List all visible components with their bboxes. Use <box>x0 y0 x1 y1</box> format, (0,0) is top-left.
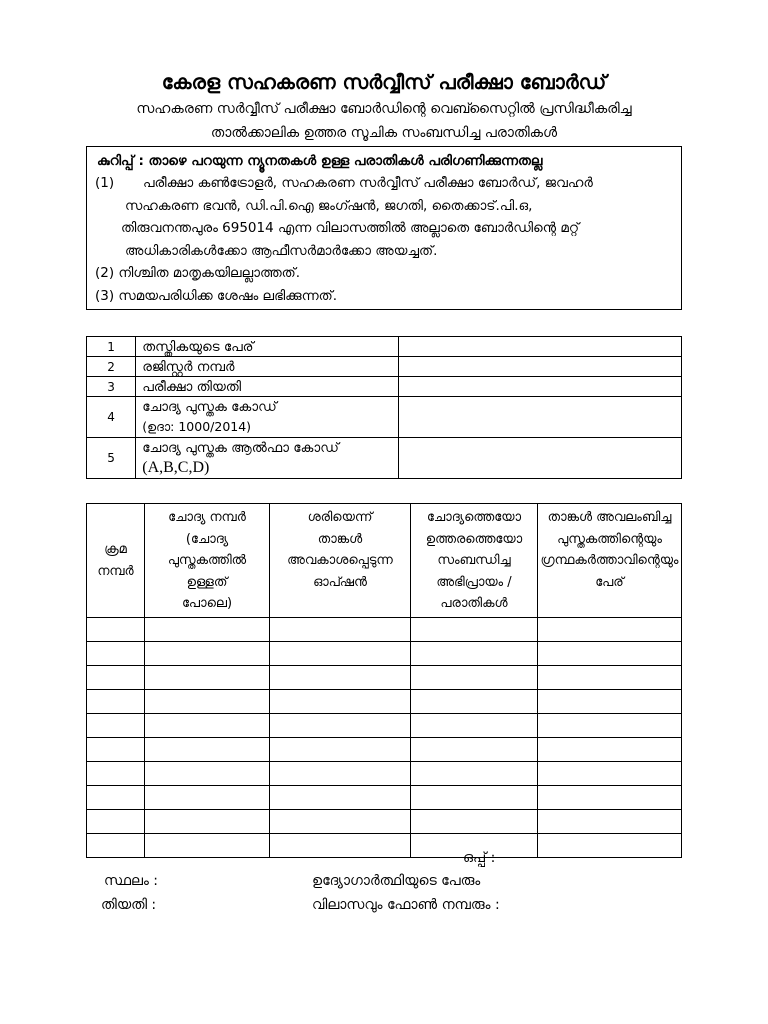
complaint-cell[interactable] <box>411 809 538 833</box>
complaint-cell[interactable] <box>270 737 411 761</box>
complaint-cell[interactable] <box>411 785 538 809</box>
complaint-row <box>87 761 682 785</box>
complaint-cell[interactable] <box>87 761 145 785</box>
header-line: പോലെ) <box>181 596 233 611</box>
details-row-label <box>136 397 399 438</box>
details-row-label: രജിസ്റ്റർ നമ്പർ <box>136 357 399 377</box>
header-line: ചോദ്യത്തെയോ <box>426 510 522 525</box>
column-header-question-number <box>145 504 270 618</box>
note-item-1-text-1: പരീക്ഷാ കൺട്രോളർ, സഹകരണ സർവ്വീസ് പരീക്ഷാ ബോർഡ്, ജവഹർ <box>143 175 593 191</box>
header-line: ഉത്തരത്തെയോ <box>425 531 523 547</box>
details-row-label-example: (ഉദാ: 1000/2014) <box>142 419 252 434</box>
complaint-cell[interactable] <box>538 785 682 809</box>
register-number-field[interactable] <box>398 357 681 377</box>
details-row-label-main: ചോദ്യ പുസ്തക കോഡ് <box>142 399 277 415</box>
complaint-cell[interactable] <box>145 833 270 857</box>
note-item-2: (2) നിശ്ചിത മാതൃകയിലല്ലാത്തത്. <box>95 265 301 281</box>
complaint-row <box>87 737 682 761</box>
column-header-complaints <box>411 504 538 618</box>
page-subtitle-line1: സഹകരണ സർവ്വീസ് പരീക്ഷാ ബോർഡിന്റെ വെബ്സൈറ്റിൽ പ്രസിദ്ധീകരിച്ച <box>136 101 632 117</box>
complaint-cell[interactable] <box>538 641 682 665</box>
complaint-cell[interactable] <box>145 641 270 665</box>
complaint-cell[interactable] <box>411 737 538 761</box>
complaint-cell[interactable] <box>270 665 411 689</box>
complaint-row <box>87 809 682 833</box>
complaint-cell[interactable] <box>270 617 411 641</box>
complaint-cell[interactable] <box>87 737 145 761</box>
note-item-1-line-3: തിരുവനന്തപുരം 695014 എന്ന വിലാസത്തിൽ അല്ലാതെ ബോർഡിന്റെ മറ്റ് <box>121 220 580 236</box>
details-row-number: 5 <box>87 438 136 479</box>
complaint-cell[interactable] <box>538 761 682 785</box>
header-line: പുസ്തകത്തിന്റെയും <box>557 531 662 547</box>
header-line: ശരിയെന്ന് <box>307 510 373 525</box>
header-line: ഓപ്ഷൻ <box>313 574 367 590</box>
note-box <box>86 146 682 310</box>
details-row <box>87 397 682 438</box>
complaint-table <box>86 503 682 858</box>
complaint-cell[interactable] <box>87 785 145 809</box>
details-row-number: 2 <box>87 357 136 377</box>
complaint-cell[interactable] <box>538 665 682 689</box>
complaint-row <box>87 617 682 641</box>
details-row <box>87 377 682 397</box>
details-row-label-example: (A,B,C,D) <box>142 459 210 476</box>
details-row <box>87 438 682 479</box>
complaint-cell[interactable] <box>270 641 411 665</box>
complaint-cell[interactable] <box>87 833 145 857</box>
complaint-cell[interactable] <box>145 737 270 761</box>
address-phone-label: വിലാസവും ഫോൺ നമ്പരും : <box>312 897 500 913</box>
post-name-field[interactable] <box>398 337 681 357</box>
complaint-cell[interactable] <box>270 761 411 785</box>
complaint-cell[interactable] <box>145 761 270 785</box>
complaint-row <box>87 713 682 737</box>
details-row-number: 3 <box>87 377 136 397</box>
alpha-code-field[interactable] <box>398 438 681 479</box>
complaint-cell[interactable] <box>87 665 145 689</box>
complaint-cell[interactable] <box>145 689 270 713</box>
details-row-label: പരീക്ഷാ തിയതി <box>136 377 399 397</box>
column-header-reference-book <box>538 504 682 618</box>
complaint-cell[interactable] <box>538 617 682 641</box>
complaint-cell[interactable] <box>538 833 682 857</box>
column-header-claimed-option <box>270 504 411 618</box>
header-line: ഉള്ളത് <box>186 574 228 590</box>
complaint-row <box>87 641 682 665</box>
header-line: അവകാശപ്പെടുന്ന <box>287 553 393 568</box>
complaint-row <box>87 785 682 809</box>
header-line: ചോദ്യ നമ്പർ <box>168 510 246 525</box>
details-row <box>87 357 682 377</box>
complaint-cell[interactable] <box>87 809 145 833</box>
complaint-cell[interactable] <box>270 689 411 713</box>
header-line: താങ്കൾ അവലംബിച്ച <box>547 510 672 525</box>
complaint-cell[interactable] <box>270 809 411 833</box>
date-label: തിയതി : <box>101 897 157 913</box>
header-line: താങ്കൾ <box>317 531 363 547</box>
complaint-cell[interactable] <box>538 689 682 713</box>
column-header-serial <box>87 504 145 618</box>
complaint-row <box>87 833 682 857</box>
complaint-cell[interactable] <box>411 713 538 737</box>
candidate-name-label: ഉദ്യോഗാർത്ഥിയുടെ പേരും <box>312 873 481 889</box>
header-line: നമ്പർ <box>97 563 134 579</box>
details-row-label: തസ്തികയുടെ പേര് <box>136 337 399 357</box>
page-title: കേരള സഹകരണ സർവ്വീസ് പരീക്ഷാ ബോർഡ് <box>161 70 607 94</box>
header-line: സംബന്ധിച്ച <box>437 553 511 568</box>
details-row-label-main: ചോദ്യ പുസ്തക ആൽഫാ കോഡ് <box>142 440 339 456</box>
complaint-cell[interactable] <box>270 713 411 737</box>
header-line: പുസ്തകത്തിൽ <box>167 553 247 568</box>
complaint-cell[interactable] <box>145 665 270 689</box>
details-row <box>87 337 682 357</box>
note-item-1-line-2: സഹകരണ ഭവൻ, ഡി.പി.ഐ ജംഗ്ഷൻ, ജഗതി, തൈക്കാട്.പി.ഒ, <box>125 197 533 214</box>
note-item-1-line-4: അധികാരികൾക്കോ ആഫീസർമാർക്കോ അയച്ചത്. <box>125 242 438 259</box>
note-item-3: (3) സമയപരിധിക്ക ശേഷം ലഭിക്കുന്നത്. <box>95 287 338 304</box>
complaint-table-header <box>87 504 682 618</box>
complaint-cell[interactable] <box>87 617 145 641</box>
header-line: അഭിപ്രായം / <box>436 574 512 590</box>
place-label: സ്ഥലം : <box>104 873 159 889</box>
complaint-cell[interactable] <box>538 809 682 833</box>
complaint-cell[interactable] <box>145 713 270 737</box>
header-line: (ചോദ്യ <box>185 531 229 547</box>
note-item-1-number: (1) <box>95 175 115 191</box>
complaint-cell[interactable] <box>538 713 682 737</box>
complaint-cell[interactable] <box>538 737 682 761</box>
complaint-cell[interactable] <box>87 713 145 737</box>
complaint-cell[interactable] <box>145 809 270 833</box>
complaint-cell[interactable] <box>87 641 145 665</box>
complaint-cell[interactable] <box>270 785 411 809</box>
details-row-number: 4 <box>87 397 136 438</box>
complaint-cell[interactable] <box>411 665 538 689</box>
header-line: ഗ്രന്ഥകർത്താവിന്റെയും <box>540 553 679 568</box>
complaint-cell[interactable] <box>87 689 145 713</box>
complaint-cell[interactable] <box>411 761 538 785</box>
complaint-cell[interactable] <box>145 785 270 809</box>
complaint-cell[interactable] <box>411 617 538 641</box>
complaint-row <box>87 665 682 689</box>
header-line: പേര് <box>595 574 624 590</box>
details-row-number: 1 <box>87 337 136 357</box>
complaint-cell[interactable] <box>270 833 411 857</box>
complaint-cell[interactable] <box>411 689 538 713</box>
details-row-label <box>136 438 399 479</box>
question-booklet-code-field[interactable] <box>398 397 681 438</box>
complaint-row <box>87 689 682 713</box>
header-line: ക്രമ <box>104 542 127 558</box>
signature-label: ഒപ്പ് : <box>463 850 496 866</box>
note-heading: കുറിപ്പ് : താഴെ പറയുന്ന ന്യൂനതകൾ ഉള്ള പരാതികൾ പരിഗണിക്കുന്നതല്ല <box>97 153 543 169</box>
header-line: പരാതികൾ <box>440 596 508 611</box>
complaint-cell[interactable] <box>145 617 270 641</box>
page-subtitle-line2: താൽക്കാലിക ഉത്തര സൂചിക സംബന്ധിച്ച പരാതികൾ <box>210 125 558 141</box>
note-item-1-line-1 <box>95 172 673 195</box>
exam-date-field[interactable] <box>398 377 681 397</box>
details-table <box>86 336 682 479</box>
complaint-cell[interactable] <box>411 641 538 665</box>
